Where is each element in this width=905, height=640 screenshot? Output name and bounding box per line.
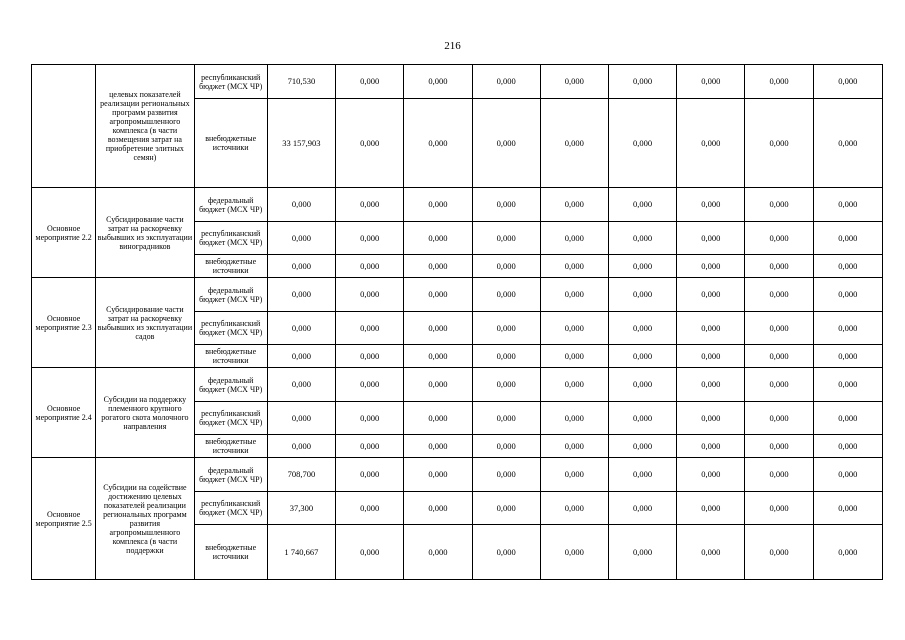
page-number: 216 [444,40,461,52]
value-cell: 0,000 [336,99,404,188]
value-cell: 0,000 [540,368,608,402]
table-row [32,278,883,312]
measure-cell: Основное мероприятие 2.3 [32,278,96,368]
value-cell: 0,000 [608,255,676,278]
value-cell: 0,000 [472,222,540,255]
value-cell: 0,000 [745,525,813,580]
value-cell: 0,000 [608,99,676,188]
value-cell: 0,000 [813,222,882,255]
measure-cell: Основное мероприятие 2.5 [32,458,96,580]
funding-source-cell: республиканский бюджет (МСХ ЧР) [194,222,267,255]
value-cell: 0,000 [540,402,608,435]
value-cell: 0,000 [813,312,882,345]
value-cell: 0,000 [472,65,540,99]
table-row [32,65,883,99]
funding-source-cell: федеральный бюджет (МСХ ЧР) [194,368,267,402]
value-cell: 0,000 [336,312,404,345]
value-cell: 0,000 [267,255,335,278]
value-cell: 0,000 [336,492,404,525]
value-cell: 0,000 [540,492,608,525]
value-cell: 0,000 [404,278,472,312]
value-cell: 0,000 [404,458,472,492]
value-cell: 0,000 [540,345,608,368]
value-cell: 0,000 [336,435,404,458]
funding-source-cell: внебюджетные источники [194,435,267,458]
funding-source-cell: федеральный бюджет (МСХ ЧР) [194,278,267,312]
value-cell: 0,000 [745,278,813,312]
value-cell: 0,000 [813,278,882,312]
value-cell: 0,000 [813,368,882,402]
value-cell: 0,000 [745,222,813,255]
value-cell: 0,000 [404,222,472,255]
measure-cell [32,65,96,188]
value-cell: 0,000 [608,368,676,402]
value-cell: 0,000 [745,402,813,435]
value-cell: 0,000 [745,368,813,402]
value-cell: 0,000 [677,402,745,435]
funding-source-cell: республиканский бюджет (МСХ ЧР) [194,492,267,525]
value-cell: 0,000 [267,188,335,222]
value-cell: 0,000 [608,278,676,312]
description-cell: целевых показателей реализации региональных программ развития агропромышленного комплекса (в части возмещения затрат на приобретение элитных семян) [96,65,194,188]
value-cell: 0,000 [336,458,404,492]
value-cell: 0,000 [404,99,472,188]
value-cell: 0,000 [745,492,813,525]
value-cell: 0,000 [267,435,335,458]
value-cell: 0,000 [404,435,472,458]
funding-source-cell: республиканский бюджет (МСХ ЧР) [194,65,267,99]
funding-source-cell: федеральный бюджет (МСХ ЧР) [194,188,267,222]
value-cell: 710,530 [267,65,335,99]
value-cell: 0,000 [608,492,676,525]
value-cell: 0,000 [677,65,745,99]
value-cell: 0,000 [745,188,813,222]
value-cell: 0,000 [336,368,404,402]
value-cell: 0,000 [677,99,745,188]
funding-source-cell: внебюджетные источники [194,345,267,368]
value-cell: 0,000 [745,345,813,368]
funding-source-cell: внебюджетные источники [194,255,267,278]
value-cell: 0,000 [336,188,404,222]
value-cell: 0,000 [745,435,813,458]
value-cell: 0,000 [267,222,335,255]
value-cell: 0,000 [540,278,608,312]
value-cell: 1 740,667 [267,525,335,580]
value-cell: 0,000 [608,188,676,222]
value-cell: 0,000 [404,345,472,368]
value-cell: 0,000 [608,435,676,458]
value-cell: 0,000 [813,492,882,525]
value-cell: 0,000 [608,525,676,580]
funding-source-cell: внебюджетные источники [194,525,267,580]
value-cell: 0,000 [404,402,472,435]
value-cell: 0,000 [267,312,335,345]
funding-source-cell: республиканский бюджет (МСХ ЧР) [194,312,267,345]
description-cell: Субсидии на поддержку племенного крупного рогатого скота молочного направления [96,368,194,458]
value-cell: 0,000 [472,312,540,345]
value-cell: 0,000 [336,278,404,312]
value-cell: 0,000 [677,435,745,458]
value-cell: 0,000 [745,65,813,99]
value-cell: 0,000 [472,492,540,525]
table-row [32,458,883,492]
funding-source-cell: республиканский бюджет (МСХ ЧР) [194,402,267,435]
value-cell: 708,700 [267,458,335,492]
value-cell: 0,000 [336,525,404,580]
value-cell: 0,000 [472,188,540,222]
value-cell: 0,000 [677,255,745,278]
table-row [32,368,883,402]
value-cell: 0,000 [608,458,676,492]
table-row [32,188,883,222]
value-cell: 0,000 [472,345,540,368]
value-cell: 0,000 [472,278,540,312]
value-cell: 33 157,903 [267,99,335,188]
value-cell: 0,000 [745,458,813,492]
description-cell: Субсидии на содействие достижению целевых показателей реализации региональных программ развития агропромышленного комплекса (в части поддержки [96,458,194,580]
value-cell: 0,000 [813,99,882,188]
description-cell: Субсидирование части затрат на раскорчевку выбывших из эксплуатации садов [96,278,194,368]
value-cell: 0,000 [540,458,608,492]
value-cell: 0,000 [472,458,540,492]
value-cell: 0,000 [404,368,472,402]
value-cell: 0,000 [608,65,676,99]
value-cell: 0,000 [336,345,404,368]
value-cell: 0,000 [745,312,813,345]
funding-source-cell: федеральный бюджет (МСХ ЧР) [194,458,267,492]
value-cell: 0,000 [608,312,676,345]
value-cell: 0,000 [472,368,540,402]
value-cell: 37,300 [267,492,335,525]
value-cell: 0,000 [608,402,676,435]
value-cell: 0,000 [813,65,882,99]
value-cell: 0,000 [677,345,745,368]
value-cell: 0,000 [336,222,404,255]
value-cell: 0,000 [336,255,404,278]
value-cell: 0,000 [677,222,745,255]
measure-cell: Основное мероприятие 2.2 [32,188,96,278]
value-cell: 0,000 [608,222,676,255]
value-cell: 0,000 [608,345,676,368]
value-cell: 0,000 [336,65,404,99]
value-cell: 0,000 [540,99,608,188]
description-cell: Субсидирование части затрат на раскорчевку выбывших из эксплуатации виноградников [96,188,194,278]
value-cell: 0,000 [677,278,745,312]
value-cell: 0,000 [267,402,335,435]
value-cell: 0,000 [813,188,882,222]
value-cell: 0,000 [404,525,472,580]
value-cell: 0,000 [677,458,745,492]
budget-table [31,64,883,580]
value-cell: 0,000 [540,65,608,99]
value-cell: 0,000 [813,435,882,458]
value-cell: 0,000 [472,525,540,580]
value-cell: 0,000 [677,312,745,345]
value-cell: 0,000 [404,255,472,278]
value-cell: 0,000 [472,402,540,435]
value-cell: 0,000 [540,525,608,580]
value-cell: 0,000 [813,345,882,368]
funding-source-cell: внебюджетные источники [194,99,267,188]
value-cell: 0,000 [540,435,608,458]
value-cell: 0,000 [540,312,608,345]
measure-cell: Основное мероприятие 2.4 [32,368,96,458]
value-cell: 0,000 [745,255,813,278]
value-cell: 0,000 [813,402,882,435]
value-cell: 0,000 [677,525,745,580]
value-cell: 0,000 [404,312,472,345]
value-cell: 0,000 [813,458,882,492]
value-cell: 0,000 [540,255,608,278]
value-cell: 0,000 [404,188,472,222]
value-cell: 0,000 [404,492,472,525]
value-cell: 0,000 [267,278,335,312]
value-cell: 0,000 [267,345,335,368]
value-cell: 0,000 [677,492,745,525]
value-cell: 0,000 [336,402,404,435]
value-cell: 0,000 [677,188,745,222]
value-cell: 0,000 [472,435,540,458]
value-cell: 0,000 [677,368,745,402]
value-cell: 0,000 [540,222,608,255]
value-cell: 0,000 [745,99,813,188]
value-cell: 0,000 [472,99,540,188]
value-cell: 0,000 [267,368,335,402]
value-cell: 0,000 [813,525,882,580]
value-cell: 0,000 [472,255,540,278]
value-cell: 0,000 [540,188,608,222]
value-cell: 0,000 [813,255,882,278]
value-cell: 0,000 [404,65,472,99]
